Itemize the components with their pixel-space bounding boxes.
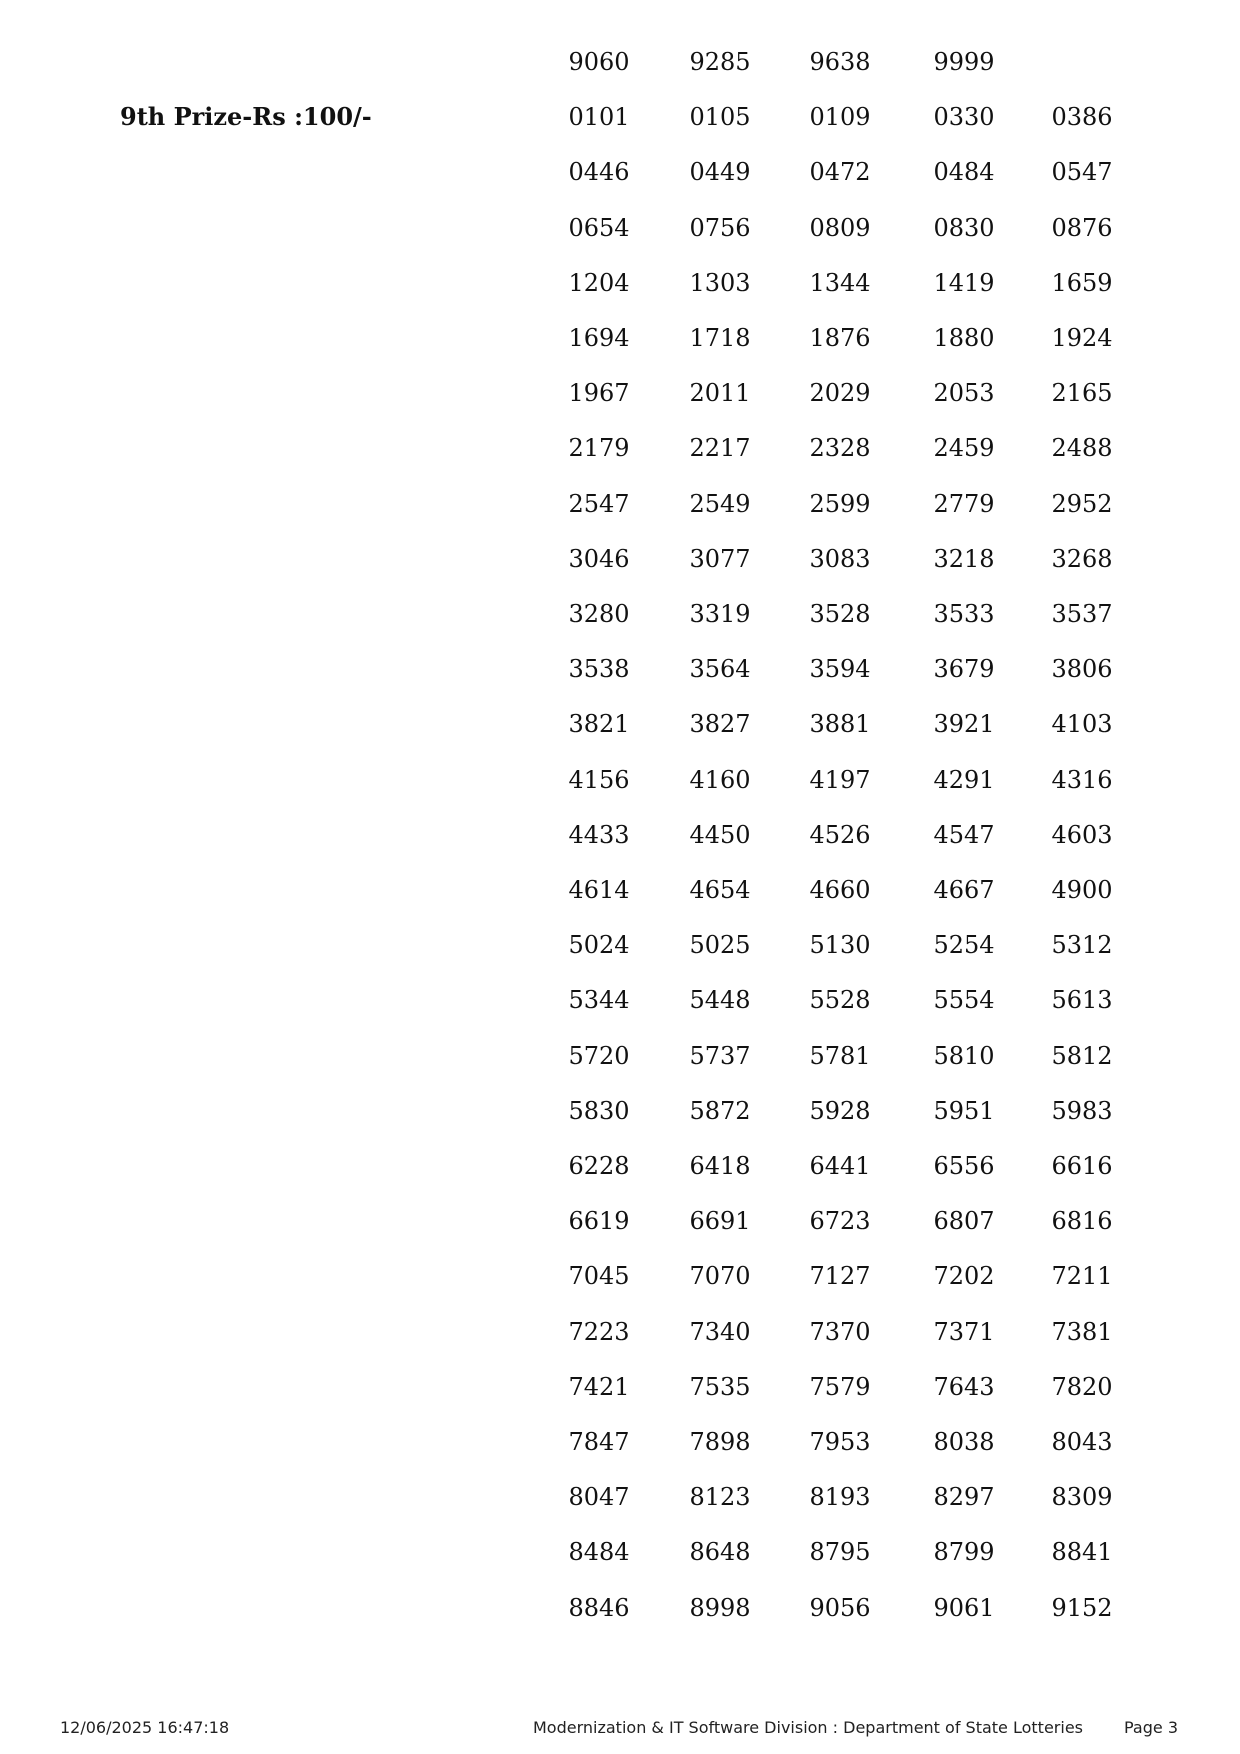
ticket-number: 2599 [809,489,871,518]
ticket-number: 7070 [689,1262,751,1291]
ticket-number: 7421 [568,1372,630,1401]
ticket-number: 9060 [568,48,630,76]
number-row [0,1312,1240,1352]
ticket-number: 5781 [809,1041,871,1070]
number-row [0,484,1240,524]
ticket-number: 5720 [568,1041,630,1070]
ticket-number: 2549 [689,489,751,518]
ticket-number: 1659 [1051,268,1113,297]
ticket-number: 7127 [809,1262,871,1291]
ticket-number: 5344 [568,986,630,1015]
footer-division: Modernization & IT Software Division : Department of State Lotteries [533,1718,1083,1737]
ticket-number: 7643 [933,1372,995,1401]
ticket-number: 9152 [1051,1593,1113,1622]
ticket-number: 0654 [568,213,630,242]
ticket-number: 4547 [933,820,995,849]
ticket-number: 4291 [933,765,995,794]
ticket-number: 8648 [689,1538,751,1567]
ticket-number: 3806 [1051,655,1113,684]
ticket-number: 4660 [809,876,871,904]
ticket-number: 5312 [1051,931,1113,960]
ticket-number: 3881 [809,710,871,739]
ticket-number: 3268 [1051,544,1113,573]
number-row [0,980,1240,1020]
ticket-number: 1303 [689,268,751,297]
ticket-number: 8297 [933,1483,995,1512]
ticket-number: 6691 [689,1207,751,1236]
ticket-number: 5928 [809,1096,871,1125]
ticket-number: 0449 [689,158,751,187]
ticket-number: 3538 [568,655,630,684]
ticket-number: 6228 [568,1152,630,1180]
ticket-number: 4603 [1051,820,1113,849]
number-row [0,594,1240,634]
ticket-number: 3564 [689,655,751,684]
ticket-number: 7223 [568,1317,630,1346]
ticket-number: 4526 [809,820,871,849]
ticket-number: 0330 [933,103,995,132]
ticket-number: 3921 [933,710,995,739]
number-row [0,373,1240,413]
number-row [0,152,1240,192]
number-row [0,97,1240,137]
ticket-number: 8193 [809,1483,871,1512]
ticket-number: 5810 [933,1041,995,1070]
ticket-number: 9061 [933,1593,995,1622]
ticket-number: 4156 [568,765,630,794]
ticket-number: 7953 [809,1428,871,1456]
ticket-number: 5951 [933,1096,995,1125]
ticket-number: 7371 [933,1317,995,1346]
ticket-number: 0105 [689,103,751,132]
ticket-number: 2217 [689,434,751,463]
ticket-number: 0484 [933,158,995,187]
ticket-number: 2179 [568,434,630,463]
ticket-number: 6418 [689,1152,751,1180]
ticket-number: 0547 [1051,158,1113,187]
ticket-number: 6556 [933,1152,995,1180]
ticket-number: 8047 [568,1483,630,1512]
number-row [0,263,1240,303]
ticket-number: 8846 [568,1593,630,1622]
number-row [0,870,1240,910]
footer-page-number: Page 3 [1124,1718,1178,1737]
number-row [0,428,1240,468]
ticket-number: 5025 [689,931,751,960]
ticket-number: 0109 [809,103,871,132]
ticket-number: 3046 [568,544,630,573]
number-row [0,1201,1240,1241]
ticket-number: 7045 [568,1262,630,1291]
ticket-number: 0756 [689,213,751,242]
number-row [0,1146,1240,1186]
ticket-number: 1924 [1051,324,1113,352]
ticket-number: 0386 [1051,103,1113,132]
ticket-number: 5554 [933,986,995,1015]
ticket-number: 5528 [809,986,871,1015]
number-row [0,1091,1240,1131]
ticket-number: 4103 [1051,710,1113,739]
ticket-number: 5812 [1051,1041,1113,1070]
ticket-number: 1967 [568,379,630,408]
ticket-number: 7898 [689,1428,751,1456]
ticket-number: 2779 [933,489,995,518]
number-row [0,649,1240,689]
ticket-number: 5737 [689,1041,751,1070]
ticket-number: 6619 [568,1207,630,1236]
ticket-number: 3077 [689,544,751,573]
ticket-number: 3218 [933,544,995,573]
ticket-number: 8998 [689,1593,751,1622]
ticket-number: 4450 [689,820,751,849]
ticket-number: 2459 [933,434,995,463]
ticket-number: 6807 [933,1207,995,1236]
ticket-number: 3280 [568,600,630,628]
ticket-number: 5830 [568,1096,630,1125]
ticket-number: 0472 [809,158,871,187]
ticket-number: 3083 [809,544,871,573]
ticket-number: 3537 [1051,600,1113,628]
ticket-number: 8799 [933,1538,995,1567]
number-row [0,42,1240,82]
ticket-number: 1694 [568,324,630,352]
number-row [0,815,1240,855]
prize-heading: 9th Prize-Rs :100/- [120,102,372,131]
ticket-number: 2053 [933,379,995,408]
ticket-number: 7535 [689,1372,751,1401]
ticket-number: 4654 [689,876,751,904]
ticket-number: 4614 [568,876,630,904]
ticket-number: 3821 [568,710,630,739]
ticket-number: 5448 [689,986,751,1015]
ticket-number: 2029 [809,379,871,408]
footer-timestamp: 12/06/2025 16:47:18 [60,1718,230,1737]
ticket-number: 9056 [809,1593,871,1622]
number-row [0,1036,1240,1076]
ticket-number: 1344 [809,268,871,297]
ticket-number: 3319 [689,600,751,628]
ticket-number: 9999 [933,48,995,76]
number-row [0,1532,1240,1572]
ticket-number: 3827 [689,710,751,739]
ticket-number: 5024 [568,931,630,960]
ticket-number: 5872 [689,1096,751,1125]
ticket-number: 2952 [1051,489,1113,518]
ticket-number: 7340 [689,1317,751,1346]
ticket-number: 0830 [933,213,995,242]
ticket-number: 1718 [689,324,751,352]
ticket-number: 4900 [1051,876,1113,904]
number-row [0,208,1240,248]
ticket-number: 2328 [809,434,871,463]
ticket-number: 5130 [809,931,871,960]
ticket-number: 2011 [689,379,751,408]
number-row [0,1588,1240,1628]
ticket-number: 2165 [1051,379,1113,408]
ticket-number: 6441 [809,1152,871,1180]
ticket-number: 4316 [1051,765,1113,794]
ticket-number: 2488 [1051,434,1113,463]
ticket-number: 1876 [809,324,871,352]
ticket-number: 6816 [1051,1207,1113,1236]
ticket-number: 4160 [689,765,751,794]
ticket-number: 0876 [1051,213,1113,242]
ticket-number: 7847 [568,1428,630,1456]
ticket-number: 7579 [809,1372,871,1401]
ticket-number: 5983 [1051,1096,1113,1125]
ticket-number: 7211 [1051,1262,1113,1291]
ticket-number: 7820 [1051,1372,1113,1401]
ticket-number: 8841 [1051,1538,1113,1567]
ticket-number: 2547 [568,489,630,518]
ticket-number: 7381 [1051,1317,1113,1346]
ticket-number: 1880 [933,324,995,352]
ticket-number: 1204 [568,268,630,297]
number-row [0,704,1240,744]
ticket-number: 3594 [809,655,871,684]
ticket-number: 5613 [1051,986,1113,1015]
number-row [0,1477,1240,1517]
ticket-number: 1419 [933,268,995,297]
ticket-number: 3533 [933,600,995,628]
ticket-number: 7202 [933,1262,995,1291]
ticket-number: 8043 [1051,1428,1113,1456]
ticket-number: 8038 [933,1428,995,1456]
ticket-number: 3679 [933,655,995,684]
ticket-number: 9638 [809,48,871,76]
number-row [0,1367,1240,1407]
number-row [0,1256,1240,1296]
number-row [0,760,1240,800]
ticket-number: 4197 [809,765,871,794]
number-row [0,1422,1240,1462]
ticket-number: 8795 [809,1538,871,1567]
ticket-number: 8309 [1051,1483,1113,1512]
ticket-number: 8123 [689,1483,751,1512]
ticket-number: 7370 [809,1317,871,1346]
ticket-number: 0809 [809,213,871,242]
ticket-number: 9285 [689,48,751,76]
ticket-number: 4433 [568,820,630,849]
ticket-number: 6723 [809,1207,871,1236]
ticket-number: 8484 [568,1538,630,1567]
ticket-number: 6616 [1051,1152,1113,1180]
ticket-number: 5254 [933,931,995,960]
number-row [0,925,1240,965]
page-footer [0,1716,1240,1740]
ticket-number: 3528 [809,600,871,628]
number-row [0,539,1240,579]
ticket-number: 0101 [568,103,630,132]
ticket-number: 0446 [568,158,630,187]
number-row [0,318,1240,358]
ticket-number: 4667 [933,876,995,904]
